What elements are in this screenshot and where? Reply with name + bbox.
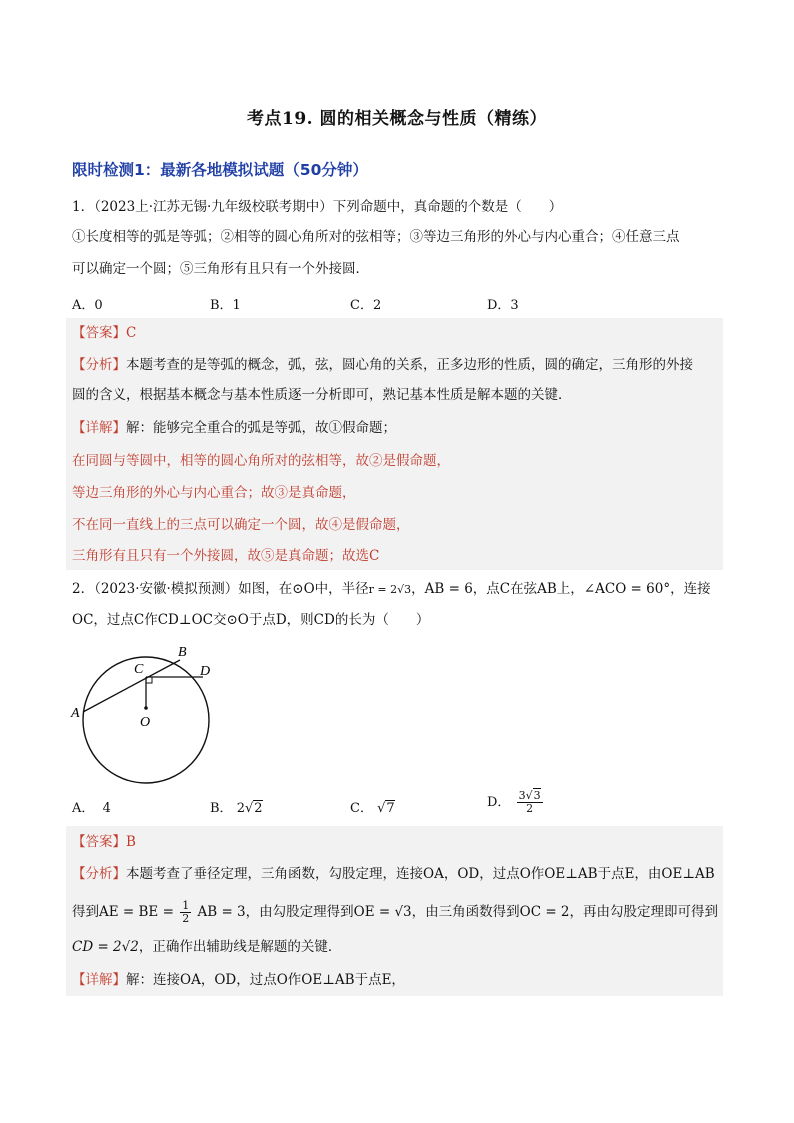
q1-detail-3: 等边三角形的外心与内心重合；故③是真命题， bbox=[72, 485, 356, 501]
detail-tag: 【详解】 bbox=[72, 972, 126, 988]
q2-analysis-3 bbox=[72, 937, 341, 957]
answer-tag: 【答案】 bbox=[72, 325, 126, 341]
option-letter: C． bbox=[350, 801, 373, 816]
option-value: 4 bbox=[102, 801, 111, 816]
q1-detail-4: 不在同一直线上的三点可以确定一个圆，故④是假命题， bbox=[72, 517, 410, 533]
q2-stem-a: 2．（2023·安徽·模拟预测）如图，在⊙O中，半径 bbox=[72, 581, 369, 597]
q1-option-b: B．1 bbox=[210, 298, 241, 313]
q1-analysis-1 bbox=[72, 355, 693, 375]
q1-detail-1 bbox=[72, 418, 396, 438]
q1-stem: 1．（2023上·江苏无锡·九年级校联考期中）下列命题中，真命题的个数是（ ） bbox=[72, 199, 563, 215]
option-fraction: $\frac{3√3}{2}$ bbox=[518, 789, 541, 815]
chord-ab bbox=[83, 660, 180, 712]
q1-option-d: D．3 bbox=[487, 298, 519, 313]
option-value: 2 bbox=[236, 801, 245, 816]
q2-analysis-1 bbox=[72, 864, 715, 884]
label-a: A bbox=[71, 706, 80, 721]
answer-value: C bbox=[126, 325, 137, 341]
option-letter: A． bbox=[72, 801, 95, 816]
one-half-fraction: $\frac{1}{2}$ bbox=[182, 899, 190, 925]
frac-coef: 3 bbox=[518, 789, 526, 802]
analysis-text: 本题考查的是等弧的概念，弧，弦，圆心角的关系，正多边形的性质，圆的确定，三角形的外接 bbox=[126, 357, 693, 373]
q1-detail-5: 三角形有且只有一个外接圆，故⑤是真命题；故选C bbox=[72, 548, 380, 564]
q2-stem bbox=[72, 579, 711, 600]
detail-tag: 【详解】 bbox=[72, 420, 126, 436]
analysis-text: AB = 3，由勾股定理得到OE = √3，由三角函数得到OC = 2，再由勾股定理即可得到 bbox=[197, 904, 719, 920]
q1-analysis-2: 圆的含义，根据基本概念与基本性质逐一分析即可，熟记基本性质是解本题的关键． bbox=[72, 387, 572, 403]
q1-statement-line-2: 可以确定一个圆；⑤三角形有且只有一个外接圆． bbox=[72, 261, 369, 277]
frac-denominator: 2 bbox=[526, 802, 534, 815]
q2-answer bbox=[72, 832, 136, 852]
option-letter: D． bbox=[487, 795, 511, 810]
detail-text: 解：能够完全重合的弧是等弧，故①假命题； bbox=[126, 420, 396, 436]
label-d: D bbox=[200, 664, 211, 679]
option-letter: B． bbox=[210, 801, 233, 816]
answer-tag: 【答案】 bbox=[72, 834, 126, 850]
analysis-text: 本题考查了垂径定理，三角函数，勾股定理，连接OA，OD，过点O作OE⊥AB于点E，由OE⊥AB bbox=[126, 866, 715, 882]
q2-radius: r = 2√3 bbox=[368, 583, 412, 596]
analysis-text: ，正确作出辅助线是解题的关键． bbox=[138, 939, 342, 955]
q2-detail-1 bbox=[72, 970, 405, 990]
q1-detail-2: 在同圆与等圆中，相等的圆心角所对的弦相等，故②是假命题， bbox=[72, 453, 450, 469]
page-title: 考点19. 圆的相关概念与性质（精练） bbox=[247, 109, 547, 129]
q2-stem-line-2: OC，过点C作CD⊥OC交⊙O于点D，则CD的长为（ ） bbox=[72, 612, 430, 628]
label-c: C bbox=[134, 662, 144, 677]
q1-option-a: A．0 bbox=[72, 298, 103, 313]
option-radicand: 7 bbox=[386, 801, 395, 816]
frac-radicand: 3 bbox=[533, 789, 541, 802]
answer-value: B bbox=[126, 834, 136, 850]
circle-figure bbox=[68, 640, 218, 790]
q1-answer bbox=[72, 323, 136, 343]
q2-option-b: B． 2√2 bbox=[210, 801, 263, 816]
analysis-text: 得到AE = BE = bbox=[72, 904, 174, 920]
label-b: B bbox=[178, 645, 187, 660]
q2-option-c: C． √7 bbox=[350, 801, 395, 816]
section-heading: 限时检测1：最新各地模拟试题（50分钟） bbox=[72, 161, 368, 179]
q1-statement-line-1: ①长度相等的弧是等弧；②相等的圆心角所对的弦相等；③等边三角形的外心与内心重合；④任意三点 bbox=[72, 229, 680, 245]
q1-option-c: C．2 bbox=[350, 298, 382, 313]
detail-text: 解：连接OA，OD，过点O作OE⊥AB于点E， bbox=[126, 972, 405, 988]
analysis-tag: 【分析】 bbox=[72, 357, 126, 373]
q2-stem-b: ，AB = 6，点C在弦AB上，∠ACO = 60°，连接 bbox=[411, 581, 711, 597]
option-radicand: 2 bbox=[254, 801, 263, 816]
q2-option-a bbox=[72, 797, 111, 816]
analysis-formula: CD = 2√2 bbox=[72, 939, 139, 955]
point-o bbox=[144, 706, 148, 710]
label-o: O bbox=[140, 715, 151, 730]
q2-analysis-2 bbox=[72, 900, 718, 925]
analysis-tag: 【分析】 bbox=[72, 866, 126, 882]
q2-option-d bbox=[487, 790, 545, 815]
